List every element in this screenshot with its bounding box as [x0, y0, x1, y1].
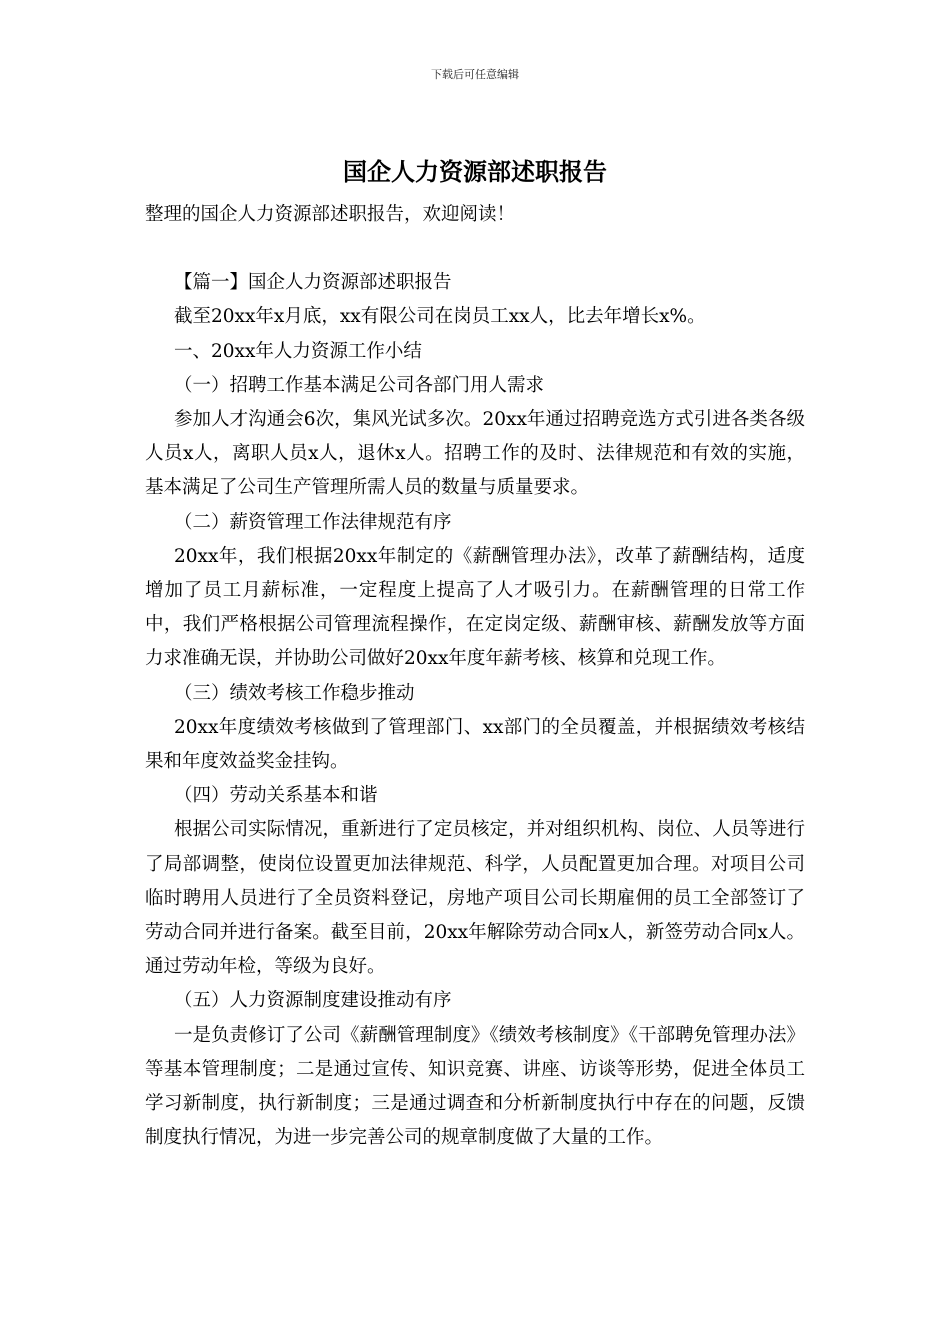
subsection-heading: （二）薪资管理工作法律规范有序 [174, 511, 452, 533]
paragraph: 20xx年，我们根据20xx年制定的《薪酬管理办法》，改革了薪酬结构，适度增加了员工月薪标准，一定程度上提高了人才吸引力。在薪酬管理的日常工作中，我们严格根据公司管理流程操作，在定岗定级、薪酬审核、薪酬发放等方面力求准确无误，并协助公司做好20xx年度年薪考核、核算和兑现工作。 [145, 545, 805, 670]
paragraph: 20xx年度绩效考核做到了管理部门、xx部门的全员覆盖，并根据绩效考核结果和年度效益奖金挂钩。 [145, 716, 805, 773]
subsection-heading: （三）绩效考核工作稳步推动 [174, 682, 415, 704]
subsection-heading: （一）招聘工作基本满足公司各部门用人需求 [174, 374, 545, 396]
intro-paragraph: 整理的国企人力资源部述职报告，欢迎阅读！ [145, 204, 516, 225]
page-title: 国企人力资源部述职报告 [343, 157, 607, 186]
paragraph: 参加人才沟通会6次，集风光试多次。20xx年通过招聘竞选方式引进各类各级人员x人，离职人员x人，退休x人。招聘工作的及时、法律规范和有效的实施，基本满足了公司生产管理所需人员的数量与质量要求。 [145, 409, 805, 499]
paragraph: 截至20xx年x月底，xx有限公司在岗员工xx人，比去年增长x%。 [174, 306, 706, 328]
header-note: 下载后可任意编辑 [431, 68, 519, 81]
subsection-heading: （四）劳动关系基本和谐 [174, 785, 378, 807]
paragraph: 根据公司实际情况，重新进行了定员核定，并对组织机构、岗位、人员等进行了局部调整，使岗位设置更加法律规范、科学，人员配置更加合理。对项目公司临时聘用人员进行了全员资料登记，房地产项目公司长期雇佣的员工全部签订了劳动合同并进行备案。截至目前，20xx年解除劳动合同x人，新签劳动合同x人。通过劳动年检，等级为良好。 [145, 819, 805, 978]
section-heading: 【篇一】国企人力资源部述职报告 [174, 272, 452, 294]
section-heading: 一、20xx年人力资源工作小结 [174, 340, 422, 362]
document-body [145, 198, 805, 1155]
blank-line [145, 232, 805, 266]
subsection-heading: （五）人力资源制度建设推动有序 [174, 990, 452, 1012]
paragraph: 一是负责修订了公司《薪酬管理制度》《绩效考核制度》《干部聘免管理办法》等基本管理制度；二是通过宣传、知识竞赛、讲座、访谈等形势，促进全体员工学习新制度，执行新制度；三是通过调查和分析新制度执行中存在的问题，反馈制度执行情况，为进一步完善公司的规章制度做了大量的工作。 [145, 1024, 805, 1149]
